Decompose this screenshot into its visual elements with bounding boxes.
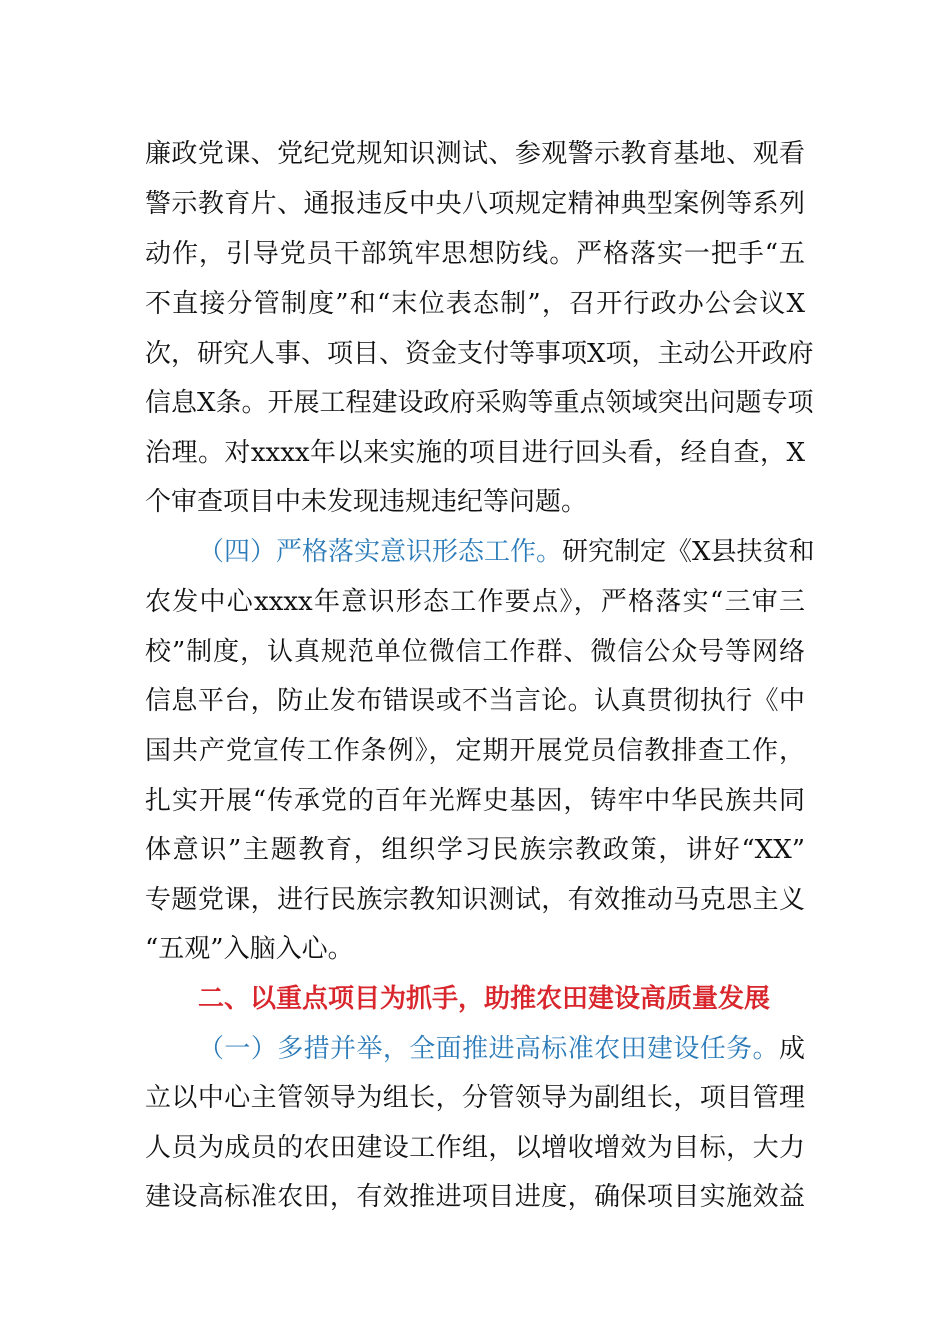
text-line: 国共产党宣传工作条例》，定期开展党员信教排查工作，	[145, 736, 805, 766]
text-line: 动作，引导党员干部筑牢思想防线。严格落实一把手“五	[145, 239, 805, 269]
section-one-first-line-rest: 成	[778, 1034, 805, 1064]
section-four-first-line-rest: 研究制定《X县扶贫和	[562, 537, 815, 567]
text-line: 信息平台，防止发布错误或不当言论。认真贯彻执行《中	[145, 686, 805, 716]
text-line: 建设高标准农田，有效推进项目进度，确保项目实施效益	[145, 1182, 805, 1212]
section-one-first-line	[198, 1029, 805, 1069]
text-line: 农发中心xxxx年意识形态工作要点》，严格落实“三审三	[145, 587, 805, 617]
text-line: “五观”入脑入心。	[145, 934, 354, 964]
part-two-title: 二、以重点项目为抓手，助推农田建设高质量发展	[198, 984, 771, 1014]
section-one-heading: （一）多措并举，全面推进高标准农田建设任务。	[198, 1034, 779, 1064]
text-line: 次，研究人事、项目、资金支付等事项X项，主动公开政府	[145, 339, 814, 369]
text-line: 立以中心主管领导为组长，分管领导为副组长，项目管理	[145, 1083, 805, 1113]
section-four-heading: （四）严格落实意识形态工作。	[198, 537, 563, 567]
text-line: 警示教育片、通报违反中央八项规定精神典型案例等系列	[145, 189, 805, 219]
text-line: 廉政党课、党纪党规知识测试、参观警示教育基地、观看	[145, 139, 805, 169]
text-line: 专题党课，进行民族宗教知识测试，有效推动马克思主义	[145, 885, 805, 915]
text-line: 人员为成员的农田建设工作组，以增收增效为目标，大力	[145, 1133, 805, 1163]
text-line: 校”制度，认真规范单位微信工作群、微信公众号等网络	[145, 637, 805, 667]
text-line: 不直接分管制度”和“末位表态制”，召开行政办公会议X	[145, 289, 805, 319]
section-four-first-line	[198, 532, 815, 572]
text-line: 扎实开展“传承党的百年光辉史基因，铸牢中华民族共同	[145, 786, 805, 816]
text-line: 体意识”主题教育，组织学习民族宗教政策，讲好“XX”	[145, 835, 805, 865]
text-line: 个审查项目中未发现违规违纪等问题。	[145, 487, 588, 517]
text-line: 治理。对xxxx年以来实施的项目进行回头看，经自查，X	[145, 438, 805, 468]
text-line: 信息X条。开展工程建设政府采购等重点领域突出问题专项	[145, 388, 814, 418]
